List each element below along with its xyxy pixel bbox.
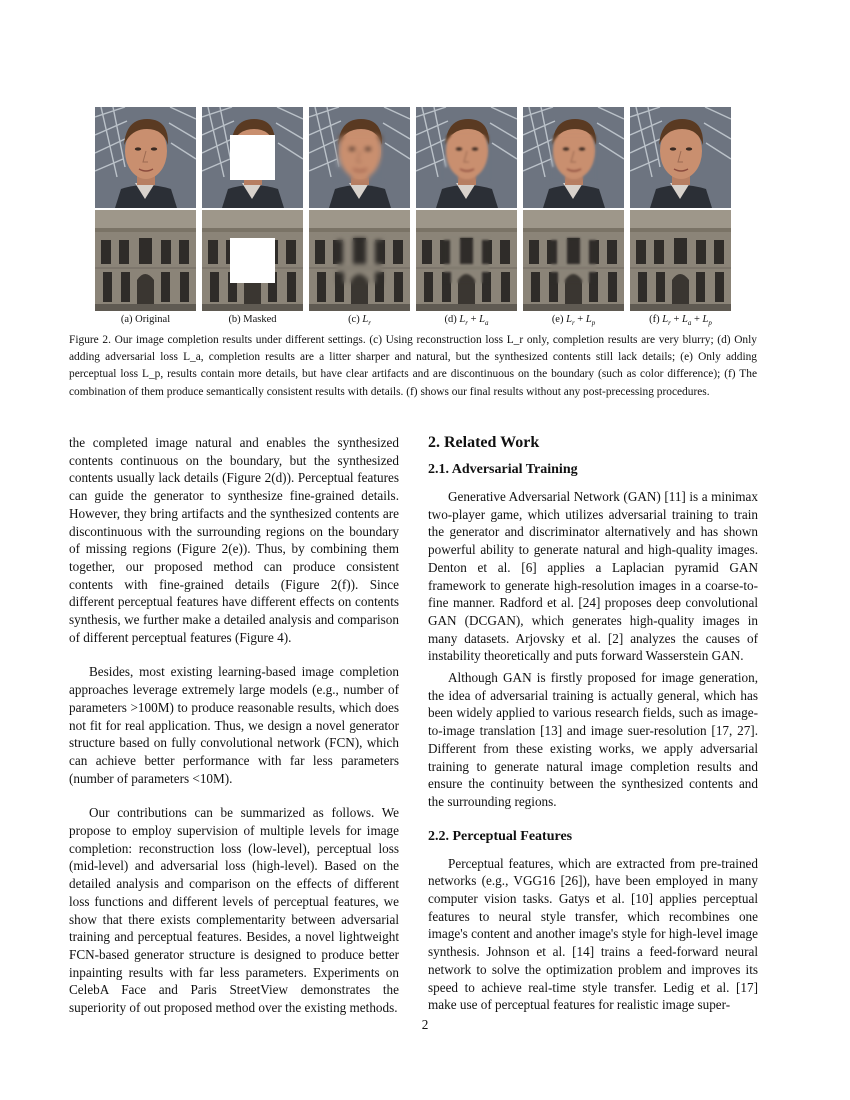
figure-caption	[69, 332, 757, 401]
street-image	[630, 210, 731, 311]
figure-panel-grid	[95, 107, 735, 328]
paragraph: Although GAN is firstly proposed for image generation, the idea of adversarial training is actually general, which has been widely applied to various research fields, such as image-to-image translation [13] and image suer-resolution [17, 27]. Different from these existing works, we apply adversarial training to generate natural image completion results and ensure the continuity between the synthesized contents and the surrounding regions.	[428, 670, 758, 809]
section-heading: 2. Related Work	[428, 434, 540, 451]
left-column	[69, 434, 399, 1017]
face-image	[523, 107, 624, 208]
face-image	[202, 107, 303, 208]
face-image	[309, 107, 410, 208]
paragraph: Generative Adversarial Network (GAN) [11] is a minimax two-player game, which utilizes adversarial training to train the generator and discriminator alternatively and has shown powerful ability to generate natural and high-quality images. Denton et al. [6] applies a Laplacian pyramid GAN framework to generate high-resolution images in a coarse-to-fine manner. Radford et al. [24] proposes deep convolutional GAN (DCGAN), which generates high-quality images in many datasets. Arjovsky et al. [2] analyzes the causes of instability theoretically and puts forward Wasserstein GAN.	[428, 489, 758, 664]
figure-panel	[202, 107, 303, 328]
face-image	[95, 107, 196, 208]
face-image	[416, 107, 517, 208]
street-image	[523, 210, 624, 311]
face-image	[630, 107, 731, 208]
paragraph: Our contributions can be summarized as follows. We propose to employ supervision of multiple levels for image completion: reconstruction loss (low-level), perceptual loss (mid-level) and adversarial loss (high-level). Based on the detailed analysis and comparison on the effects of different loss functions and different levels of perceptual features, we show that there exists complementarity between adversarial training and perceptual features. Besides, a novel lightweight FCN-based generator structure is designed to produce better inpainting results with far less parameters. Experiments on CelebA Face and Paris StreetView demonstrates the superiority of out proposed method over the existing methods.	[69, 805, 399, 1016]
panel-label: (a) Original	[120, 314, 171, 325]
figure-panel	[416, 107, 517, 328]
figure-panel	[523, 107, 624, 328]
missing-region-mask	[230, 135, 275, 180]
street-image	[309, 210, 410, 311]
page-number: 2	[421, 1017, 429, 1032]
paragraph: Perceptual features, which are extracted from pre-trained networks (e.g., VGG16 [26]), have been employed in many computer vision tasks. Gatys et al. [10] applies perceptual features to neural style transfer, which recombines one image's content and another image's style for high-level image synthesis. Johnson et al. [14] trains a feed-forward neural network to solve the optimization problem and improves its speed to achieve real-time style transfer. Ledig et al. [17] make use of perceptual features for realistic image super-	[428, 855, 758, 1013]
caption-text: Figure 2. Our image completion results under different settings. (c) Using reconstruction loss L_r only, completion results are very blurry; (d) Only adding adversarial loss L_a, completion results are a litter sharper and natural, but the synthesized contents still lack details; (e) Only adding perceptual loss L_p, results contain more details, but have clear artifacts and are discontinuous on the boundary (such as color difference); (f) The combination of them produce semantically consistent results with details. (f) shows our final results without any post-precessing procedures.	[69, 334, 757, 398]
subsection-heading: 2.2. Perceptual Features	[428, 828, 573, 844]
street-image	[202, 210, 303, 311]
panel-label: (c) $L_r$	[348, 314, 371, 328]
figure-2	[95, 107, 735, 328]
paragraph: Besides, most existing learning-based image completion approaches leverage extremely large models (e.g., number of parameters >100M) to produce reasonable results, which does not fit for real application. Thus, we design a novel generator structure based on fully convolutional network (FCN), which can achieve better performance with far less parameters (number of parameters <10M).	[69, 664, 399, 786]
panel-label: (f) $L_r + L_a + L_p$	[649, 314, 712, 328]
panel-label: (b) Masked	[228, 314, 277, 325]
missing-region-mask	[230, 238, 275, 283]
subsection-heading: 2.1. Adversarial Training	[428, 462, 578, 477]
street-image	[95, 210, 196, 311]
panel-label: (e) $L_r + L_p$	[551, 314, 596, 328]
right-column	[428, 434, 758, 1014]
street-image	[416, 210, 517, 311]
panel-label: (d) $L_r + L_a$	[444, 314, 489, 328]
figure-panel	[630, 107, 731, 328]
figure-panel	[95, 107, 196, 328]
figure-panel	[309, 107, 410, 328]
paragraph: the completed image natural and enables the synthesized contents continuous on the boundary, but the synthesized contents usually lack details (Figure 2(d)). Perceptual features can guide the generator to synthesize fine-grained details. However, they bring artifacts and the synthesized contents are discontinuous with the surrounding regions on the boundary of missing regions (Figure 2(e)). Thus, by combining them together, our proposed method can produce consistent contents with fine-grained details (Figure 2(f)). Since different perceptual features have different effects on contents synthesis, we further make a detailed analysis and comparison of different perceptual features (Figure 4).	[69, 435, 399, 645]
